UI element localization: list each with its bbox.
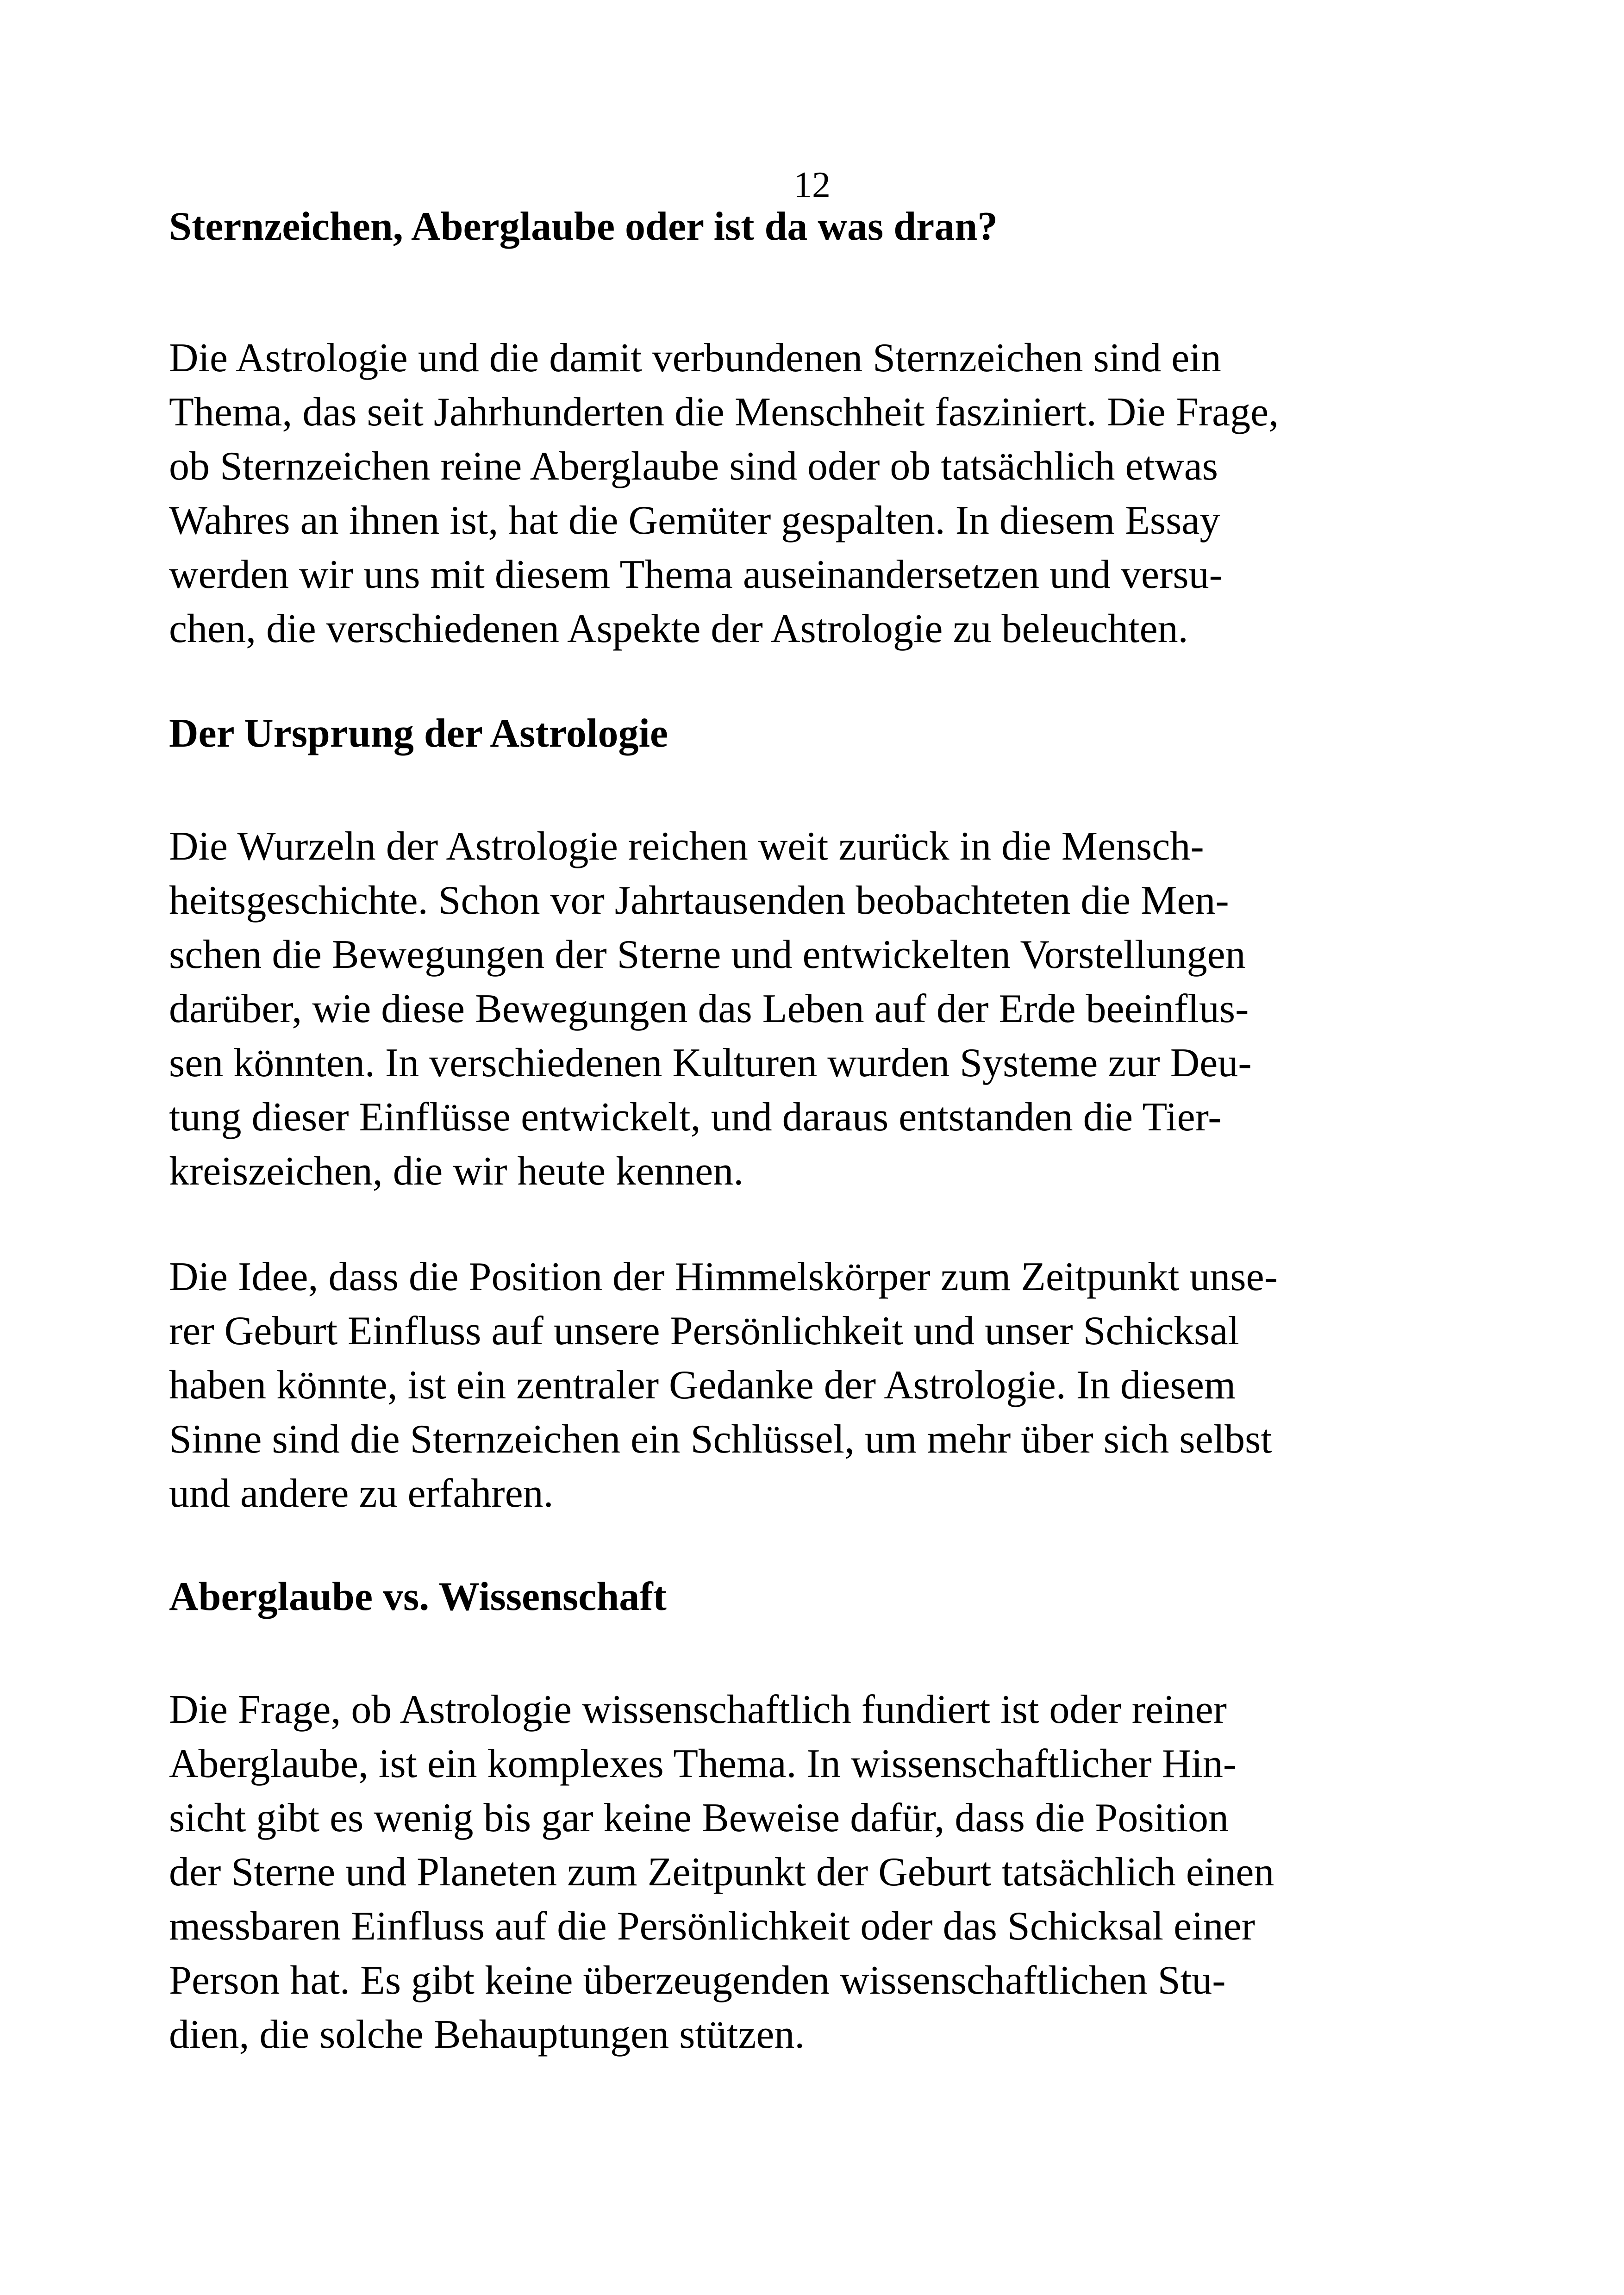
intro-paragraph <box>169 331 1465 656</box>
text-line: Die Frage, ob Astrologie wissenschaftlich fundiert ist oder reiner <box>169 1687 1227 1732</box>
text-line: Die Idee, dass die Position der Himmelskörper zum Zeitpunkt unse- <box>169 1254 1278 1299</box>
text-line: Die Astrologie und die damit verbundenen Sternzeichen sind ein <box>169 336 1221 380</box>
text-line: Die Wurzeln der Astrologie reichen weit zurück in die Mensch- <box>169 824 1204 869</box>
origin-paragraph-1 <box>169 819 1465 1198</box>
text-line: sen könnten. In verschiedenen Kulturen wurden Systeme zur Deu- <box>169 1041 1252 1085</box>
text-line: Sinne sind die Sternzeichen ein Schlüssel, um mehr über sich selbst <box>169 1417 1272 1462</box>
text-line: darüber, wie diese Bewegungen das Leben auf der Erde beeinflus- <box>169 986 1249 1031</box>
text-line: chen, die verschiedenen Aspekte der Astrologie zu beleuchten. <box>169 606 1188 651</box>
origin-paragraph-2 <box>169 1250 1465 1521</box>
science-paragraph-1 <box>169 1683 1465 2062</box>
page-title: Sternzeichen, Aberglaube oder ist da was dran? <box>169 204 998 249</box>
text-line: haben könnte, ist ein zentraler Gedanke der Astrologie. In diesem <box>169 1363 1236 1408</box>
text-line: Wahres an ihnen ist, hat die Gemüter gespalten. In diesem Essay <box>169 498 1220 543</box>
text-line: tung dieser Einflüsse entwickelt, und daraus entstanden die Tier- <box>169 1095 1222 1140</box>
text-line: der Sterne und Planeten zum Zeitpunkt der Geburt tatsächlich einen <box>169 1850 1274 1895</box>
text-line: dien, die solche Behauptungen stützen. <box>169 2012 805 2057</box>
section-heading-origin: Der Ursprung der Astrologie <box>169 711 668 756</box>
text-line: sicht gibt es wenig bis gar keine Beweise dafür, dass die Position <box>169 1796 1229 1840</box>
page-number: 12 <box>793 165 831 206</box>
text-line: schen die Bewegungen der Sterne und entwickelten Vorstellungen <box>169 932 1246 977</box>
section-heading-superstition-vs-science: Aberglaube vs. Wissenschaft <box>169 1574 667 1619</box>
text-line: und andere zu erfahren. <box>169 1471 554 1516</box>
text-line: heitsgeschichte. Schon vor Jahrtausenden beobachteten die Men- <box>169 878 1229 923</box>
text-line: werden wir uns mit diesem Thema auseinandersetzen und versu- <box>169 552 1223 597</box>
text-line: ob Sternzeichen reine Aberglaube sind oder ob tatsächlich etwas <box>169 444 1218 489</box>
text-line: Aberglaube, ist ein komplexes Thema. In wissenschaftlicher Hin- <box>169 1741 1237 1786</box>
text-line: Person hat. Es gibt keine überzeugenden wissenschaftlichen Stu- <box>169 1958 1226 2003</box>
text-line: Thema, das seit Jahrhunderten die Menschheit fasziniert. Die Frage, <box>169 390 1279 435</box>
text-line: messbaren Einfluss auf die Persönlichkeit oder das Schicksal einer <box>169 1904 1255 1949</box>
text-line: kreiszeichen, die wir heute kennen. <box>169 1149 744 1194</box>
text-line: rer Geburt Einfluss auf unsere Persönlichkeit und unser Schicksal <box>169 1309 1239 1353</box>
